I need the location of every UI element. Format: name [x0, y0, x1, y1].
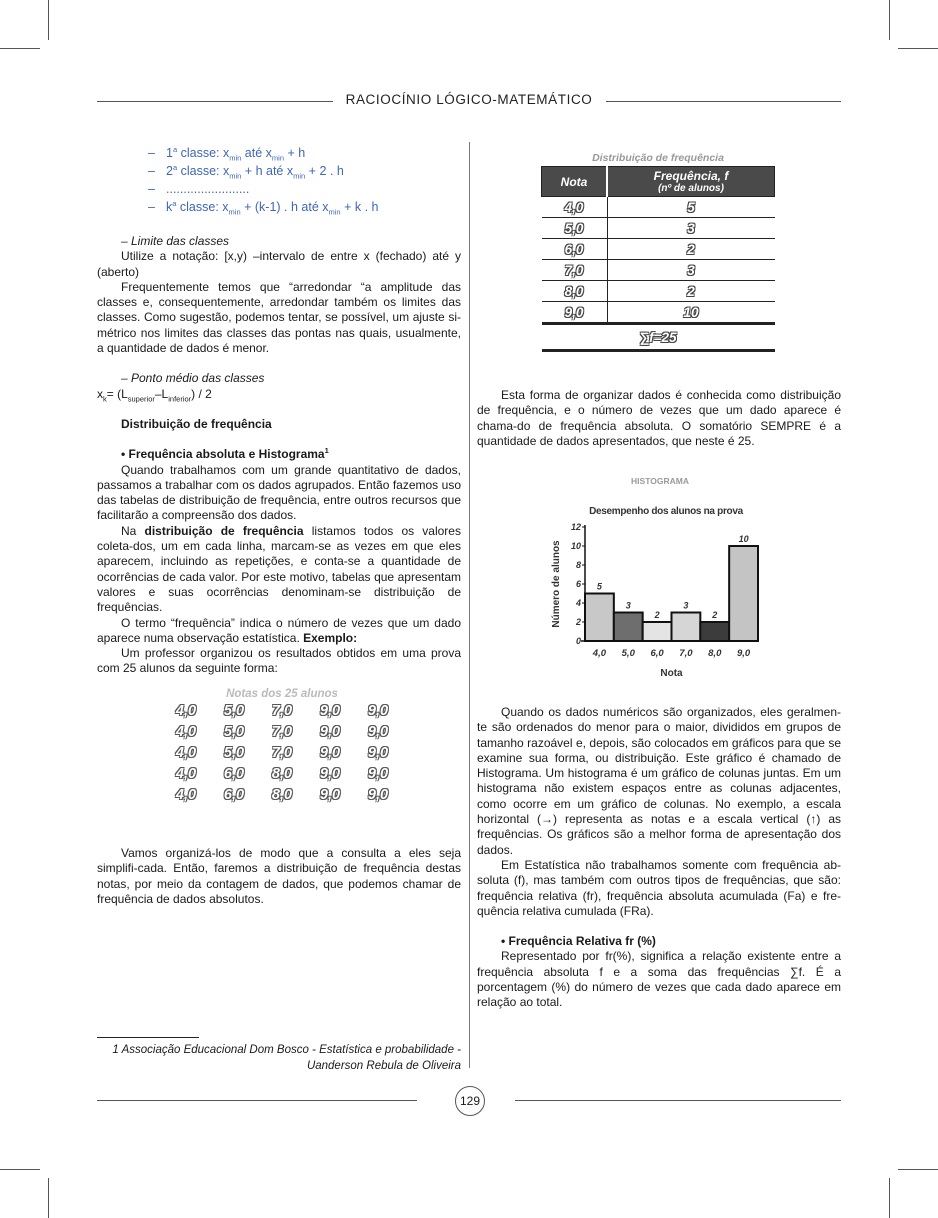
right-column-top — [477, 388, 841, 449]
table-row — [542, 239, 775, 260]
frequency-table — [541, 152, 775, 352]
note-cell: 5,0 — [223, 745, 245, 761]
note-cell: 9,0 — [367, 703, 389, 719]
footer-rule-right — [515, 1100, 841, 1101]
class-item: – ........................ — [148, 182, 250, 196]
y-tick-label: 12 — [570, 522, 581, 532]
bar-data-label: 5 — [596, 581, 602, 592]
nota-cell: 5,0 — [542, 218, 608, 239]
footnote-rule — [97, 1037, 199, 1038]
class-item: – $k^a$ classe: $x_{min} + (k-1)$ . h até $x_{min} + k$ . h — [148, 198, 379, 217]
note-cell: 7,0 — [271, 745, 293, 761]
note-cell: 9,0 — [367, 745, 389, 761]
paragraph: Quando trabalhamos com um grande quantitativo de dados, passamos a trabalhar com os dados agrupados. Então fazemos uso das tabelas de distribuição de frequência, entre outros recursos que facilitarão a compreensão dos dados. — [97, 462, 461, 523]
col-header-nota: Nota — [542, 167, 608, 197]
page-number: 129 — [455, 1086, 485, 1116]
note-cell: 6,0 — [223, 766, 245, 782]
subsection-heading: • Frequência absoluta e Histograma$^1$ — [121, 446, 329, 462]
nota-cell: 6,0 — [542, 239, 608, 260]
y-axis-label: Número de alunos — [551, 540, 562, 628]
subsection-heading: • Frequência Relativa fr (%) — [501, 934, 656, 949]
nota-cell: 8,0 — [542, 281, 608, 302]
note-cell: 9,0 — [367, 787, 389, 803]
notes-table — [162, 688, 402, 803]
frequency-table-title: Distribuição de frequência — [592, 152, 724, 164]
class-item: – 1$^a$ classe: $x_{min}$ até $x_{min} + h$ — [148, 144, 306, 163]
notes-table-title: Notas dos 25 alunos — [226, 688, 338, 700]
histogram-bar — [672, 613, 701, 642]
note-cell: 6,0 — [223, 787, 245, 803]
table-row — [542, 281, 775, 302]
crop-mark — [898, 1169, 938, 1170]
paragraph: Um professor organizou os resultados obtidos em uma prova com 25 alunos da seguinte forma: — [97, 646, 461, 676]
frequency-cell: 5 — [607, 197, 775, 218]
bar-data-label: 10 — [738, 534, 749, 544]
sum-row — [542, 324, 775, 351]
bar-data-label: 2 — [654, 610, 660, 620]
section-heading: Distribuição de frequência — [121, 416, 272, 431]
y-tick-label: 0 — [575, 636, 581, 646]
frequency-cell: 2 — [607, 281, 775, 302]
note-cell: 9,0 — [367, 724, 389, 740]
right-column-bottom — [477, 705, 841, 1011]
histogram-chart — [545, 470, 775, 682]
frequency-cell: 2 — [607, 239, 775, 260]
chart-title: HISTOGRAMA — [631, 476, 689, 486]
bar-data-label: 2 — [712, 610, 718, 620]
table-row — [542, 197, 775, 218]
footnote-line: 1 Associação Educacional Dom Bosco - Estatística e probabilidade - — [112, 1044, 461, 1056]
paragraph: Esta forma de organizar dados é conhecida como distribuição de frequência, e o número de vezes que um dado aparece é chama-do de frequência absoluta. O somatório SEMPRE é a quantidade de dados apresentados, que neste é 25. — [477, 388, 841, 448]
histogram-bar — [643, 622, 672, 641]
note-cell: 9,0 — [319, 766, 341, 782]
class-item: – 2$^a$ classe: $x_{min} + h$ até $x_{min} + 2$ . h — [148, 162, 344, 181]
chart-subtitle: Desempenho dos alunos na prova — [589, 506, 743, 517]
x-tick-label: 9,0 — [736, 648, 751, 659]
page-header-title: RACIOCÍNIO LÓGICO-MATEMÁTICO — [345, 92, 593, 107]
paragraph: Vamos organizá-los de modo que a consulta a eles seja simplifi-cada. Então, faremos a distribuição de frequência destas notas, por meio da contagem de dados, que podemos chamar de frequência de dados absolutos. — [97, 846, 461, 906]
bar-data-label: 3 — [683, 600, 689, 611]
nota-cell: 9,0 — [542, 302, 608, 324]
notes-grid — [162, 703, 402, 803]
note-cell: 8,0 — [271, 766, 293, 782]
left-column — [97, 234, 461, 677]
x-tick-label: 6,0 — [650, 648, 664, 659]
midpoint-formula: $x_k= (L_{superior}-L_{inferior}) / 2$ — [97, 386, 212, 404]
crop-mark — [0, 48, 40, 49]
note-cell: 4,0 — [175, 787, 197, 803]
footnote-line: Uanderson Rebula de Oliveira — [306, 1060, 461, 1072]
x-tick-label: 8,0 — [708, 648, 722, 659]
y-tick-label: 10 — [570, 541, 581, 551]
paragraph: Na distribuição de frequência listamos todos os valores coleta-dos, um em cada linha, marcam-se as vezes em que eles aparecem, incluindo as repetições, e conta-se a quantidade de ocorrências de cada valor. Por este motivo, tabelas que apresentam valores e suas ocorrências denominam-se distribuição de frequências. — [97, 523, 461, 615]
y-tick-label: 2 — [575, 617, 581, 627]
note-cell: 9,0 — [319, 724, 341, 740]
crop-mark — [898, 48, 938, 49]
footer-rule-left — [97, 1100, 417, 1101]
left-column-bottom — [97, 846, 461, 907]
footnote — [97, 1042, 461, 1074]
note-cell: 4,0 — [175, 766, 197, 782]
note-cell: 5,0 — [223, 724, 245, 740]
crop-mark — [0, 1169, 40, 1170]
nota-cell: 7,0 — [542, 260, 608, 281]
paragraph: Quando os dados numéricos são organizados, eles geralmen-te são ordenados do menor para o maior, divididos em grupos de tamanho razoável e, depois, são colocados em gráficos para que se examine sua forma, ou distribuição. Este gráfico é chamado de Histograma. Um histograma é um gráfico de colunas juntas. Em um histograma não existem espaços entre as colunas adjacentes, como ocorre em um gráfico de colunas. No exemplo, a escala horizontal (→) representa as notas e a escala vertical (↑) as frequências. Os gráficos são a melhor forma de apresentação dos dados. — [477, 705, 841, 857]
y-tick-label: 6 — [575, 579, 581, 589]
histogram-bar — [729, 546, 758, 641]
paragraph: Representado por fr(%), significa a relação existente entre a frequência absoluta f e a soma das frequências ∑f. É a porcentagem (%) do número de vezes que cada dado aparece em relação ao total. — [477, 949, 841, 1010]
paragraph: Frequentemente temos que “arredondar “a amplitude das classes e, consequentemente, arredondar também os limites das classes. Como sugestão, podemos tentar, se possível, um ajuste si-métrico nos limites das classes das pontas nas quais, usualmente, a quantidade de dados é menor. — [97, 279, 461, 356]
x-axis-label: Nota — [660, 668, 683, 679]
bar-data-label: 3 — [625, 600, 631, 611]
crop-mark — [48, 0, 49, 40]
note-cell: 9,0 — [319, 787, 341, 803]
paragraph: O termo “frequência” indica o número de vezes que um dado aparece numa observação estatística. Exemplo: — [97, 615, 461, 645]
classes-list — [148, 144, 378, 216]
paragraph: Em Estatística não trabalhamos somente com frequência ab-soluta (f), mas também com outros tipos de frequências, que são: frequência relativa (fr), frequência absoluta acumulada (Fa) e fre-quência relativa cumulada (FRa). — [477, 857, 841, 918]
note-cell: 9,0 — [319, 745, 341, 761]
note-cell: 7,0 — [271, 724, 293, 740]
x-tick-label: 4,0 — [592, 648, 607, 659]
note-cell: 8,0 — [271, 787, 293, 803]
note-cell: 7,0 — [271, 703, 293, 719]
crop-mark — [48, 1178, 49, 1218]
note-cell: 9,0 — [367, 766, 389, 782]
histogram-bar — [614, 613, 643, 642]
column-divider — [469, 142, 470, 1068]
x-tick-label: 7,0 — [679, 648, 693, 659]
note-cell: 4,0 — [175, 724, 197, 740]
histogram-bar — [700, 622, 729, 641]
histogram-bar — [585, 594, 614, 642]
sum-cell: ∑f=25 — [542, 324, 775, 351]
y-tick-label: 8 — [575, 560, 581, 570]
table-row — [542, 218, 775, 239]
note-cell: 9,0 — [319, 703, 341, 719]
y-tick-label: 4 — [575, 598, 581, 608]
midpoint-heading: – Ponto médio das classes — [121, 371, 265, 386]
table-row — [542, 260, 775, 281]
frequency-table-grid — [541, 166, 775, 352]
note-cell: 4,0 — [175, 745, 197, 761]
frequency-cell: 10 — [607, 302, 775, 324]
nota-cell: 4,0 — [542, 197, 608, 218]
note-cell: 5,0 — [223, 703, 245, 719]
table-row — [542, 302, 775, 324]
paragraph: Utilize a notação: [x,y) –intervalo de entre x (fechado) até y (aberto) — [97, 249, 461, 279]
frequency-cell: 3 — [607, 260, 775, 281]
x-tick-label: 5,0 — [621, 648, 635, 659]
note-cell: 4,0 — [175, 703, 197, 719]
col-header-frequencia: Frequência, f (nº de alunos) — [607, 167, 775, 197]
crop-mark — [889, 1178, 890, 1218]
frequency-cell: 3 — [607, 218, 775, 239]
crop-mark — [889, 0, 890, 40]
limit-heading: – Limite das classes — [121, 234, 230, 248]
